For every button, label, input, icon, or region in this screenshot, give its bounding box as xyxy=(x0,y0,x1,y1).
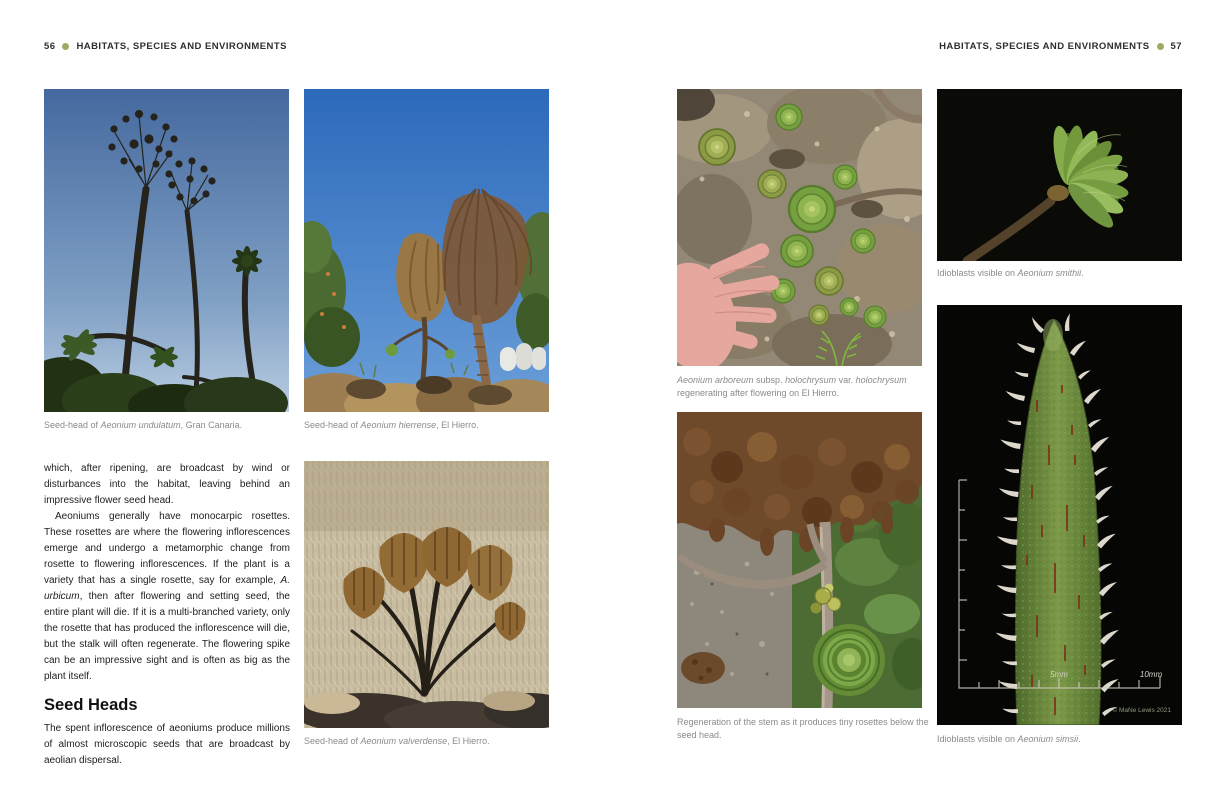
caption-smithii: Idioblasts visible on Aeonium smithii. xyxy=(937,268,1084,278)
rosette xyxy=(813,624,885,696)
body-paragraph: which, after ripening, are broadcast by wind or disturbances into the habitat, leaving behind an impressive flower seed head. xyxy=(44,463,290,506)
species-name: Aeonium simsii xyxy=(1017,734,1079,744)
section-heading: Seed Heads xyxy=(44,696,138,714)
page-number: 57 xyxy=(1170,41,1182,52)
photo-stem-regeneration xyxy=(677,412,922,708)
species-name: A. urbicum xyxy=(44,575,290,602)
running-head-right xyxy=(939,41,1182,52)
photo-seed-head-undulatum xyxy=(44,89,289,412)
page-left xyxy=(0,0,611,795)
scale-label-10mm: 10mm xyxy=(1139,670,1163,679)
species-name: Aeonium undulatum xyxy=(100,420,181,430)
caption-hierrense: Seed-head of Aeonium hierrense, El Hierro. xyxy=(304,420,479,430)
caption-valverdense: Seed-head of Aeonium valverdense, El Hierro. xyxy=(304,736,490,746)
photo-seed-head-valverdense xyxy=(304,461,549,728)
body-paragraph: Aeoniums generally have monocarpic rosettes. These rosettes are where the flowering inflorescences emerge and undergo a metamorphic change from rosette to flowering inflorescences. If the plant is a variety that has a single rosette, say for example, A. urbicum, then after flowering and setting seed, the entire plant will die. If it is a multi-branched variety, only the rosette that has produced the inflorescence will die, but the stalk will often regenerate. The flowering spike can be an impressive sight and is often as big as the plant itself. xyxy=(44,511,290,682)
section-bullet-icon xyxy=(1157,43,1164,50)
page-right xyxy=(611,0,1223,795)
caption-simsii: Idioblasts visible on Aeonium simsii. xyxy=(937,734,1081,744)
scale-label-5mm: 5mm xyxy=(1050,670,1068,679)
photo-credit: © MaNe Lewis 2021 xyxy=(1112,707,1171,714)
section-bullet-icon xyxy=(62,43,69,50)
photo-holochrysum-regenerating xyxy=(677,89,922,366)
running-head-left xyxy=(44,41,287,52)
running-head-title: HABITATS, SPECIES AND ENVIRONMENTS xyxy=(76,41,287,52)
photo-smithii-idioblasts xyxy=(937,89,1182,261)
rosette-silhouette xyxy=(232,246,262,276)
body-paragraph: The spent inflorescence of aeoniums produce millions of almost microscopic seeds that are broadcast by aeolian dispersal. xyxy=(44,723,290,766)
species-name: Aeonium hierrense xyxy=(360,420,437,430)
species-name: holochrysum xyxy=(785,375,837,385)
species-name: Aeonium smithii xyxy=(1017,268,1082,278)
photo-seed-head-hierrense xyxy=(304,89,549,412)
caption-regeneration: Regeneration of the stem as it produces tiny rosettes below the seed head. xyxy=(677,717,929,740)
photo-simsii-leaf-macro xyxy=(937,305,1182,725)
species-name: Aeonium valverdense xyxy=(360,736,448,746)
caption-holochrysum: Aeonium arboreum subsp. holochrysum var. holochrysum regenerating after flowering on El Hierro. xyxy=(677,375,907,398)
species-name: holochrysum xyxy=(855,375,907,385)
body-text-column xyxy=(44,461,290,769)
species-name: Aeonium arboreum xyxy=(677,375,754,385)
running-head-title: HABITATS, SPECIES AND ENVIRONMENTS xyxy=(939,41,1150,52)
caption-undulatum: Seed-head of Aeonium undulatum, Gran Canaria. xyxy=(44,420,243,430)
page-number: 56 xyxy=(44,41,56,52)
